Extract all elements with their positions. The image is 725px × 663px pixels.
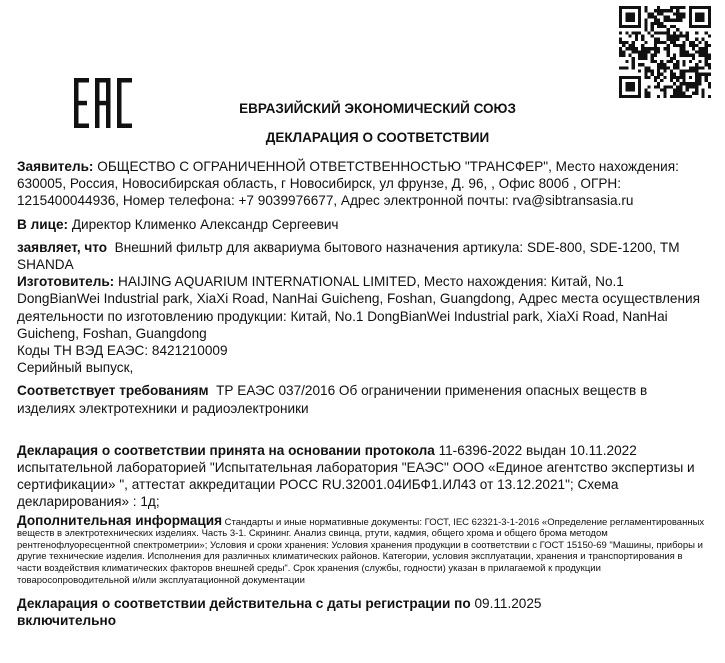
validity-suffix: включительно: [17, 613, 117, 629]
additional-block: [17, 512, 707, 587]
codes-line: Коды ТН ВЭД ЕАЭС: 8421210009: [17, 343, 228, 359]
applicant-text: ОБЩЕСТВО С ОГРАНИЧЕННОЙ ОТВЕТСТВЕННОСТЬЮ "ТРАНСФЕР", Место нахождения: 630005, Россия, Новосибирская область, г Новосибирск, ул фрунзе, Д. 96, , Офис 800б , ОГРН: 1215400044936, Номер телефона: +7 9039976677, Адрес электронной почты: rva@sibtransasia.ru: [17, 159, 679, 209]
declares-label: заявляет, что: [17, 239, 108, 255]
manufacturer-text: HAIJING AQUARIUM INTERNATIONAL LIMITED, Место нахождения: Китай, No.1 DongBianWei Industrial park, XiaXi Road, NanHai Guicheng, Foshan, Guangdong, Адрес места осуществления деятельности по изготовлению продукции: Китай, No.1 DongBianWei Industrial park, XiaXi Road, NanHai Guicheng, Foshan, Guangdong: [17, 274, 700, 341]
requirements-text: ТР ЕАЭС 037/2016 Об ограничении применения опасных веществ в изделиях электротехники и радиоэлектроники: [17, 383, 648, 416]
validity-label: Декларация о соответствии действительна с даты регистрации по: [17, 596, 471, 612]
serial-line: Серийный выпуск,: [17, 360, 134, 376]
manufacturer-label: Изготовитель:: [17, 274, 115, 290]
manufacturer-block: [17, 273, 707, 342]
additional-label: Дополнительная информация: [17, 512, 223, 528]
person-text: Директор Клименко Александр Сергеевич: [71, 216, 339, 232]
declares-text: Внешний фильтр для аквариума бытового назначения артикула: SDE-800, SDE-1200, ТМ SHANDA: [17, 239, 680, 273]
requirements-block: [17, 382, 707, 416]
declaration-body: [17, 158, 707, 630]
person-block: [17, 216, 707, 233]
basis-text: 11-6396-2022 выдан 10.11.2022 испытательной лабораторией "Испытательная лаборатория "ЕАЭС" ООО «Единое агентство экспертизы и сертификации» ", аттестат аккредитации РОСС RU.32001.04ИБФ1.ИЛ43 от 13.12.2021"; Схема декларирования» : 1д;: [17, 442, 695, 510]
additional-text: Стандарты и иные нормативные документы: ГОСТ, IEC 62321-3-1-2016 «Определение регламентированных веществ в электротехнических изделиях. Часть 3-1. Скрининг. Анализ свинца, ртути, кадмия, общего хрома и общего брома методом рентгенофлуоресцентной спектрометрии»; Условия и сроки хранения: Условия хранения продукции в соответствии с ГОСТ 15150-69 "Машины, приборы и другие технические изделия. Исполнения для различных климатических районов. Категории, условия эксплуатации, хранения и транспортирования в части воздействия климатических факторов внешней среды". Срок хранения (службы, годности) указан в прилагаемой к продукции товаросопроводительной и/или эксплуатационной документации: [17, 516, 705, 586]
applicant-block: [17, 158, 707, 210]
basis-block: [17, 442, 707, 511]
document-title: ДЕКЛАРАЦИЯ О СООТВЕТСТВИИ: [265, 130, 490, 145]
qr-code-icon: [619, 6, 711, 98]
declares-block: [17, 239, 707, 273]
union-heading: ЕВРАЗИЙСКИЙ ЭКОНОМИЧЕСКИЙ СОЮЗ: [239, 101, 516, 116]
basis-label: Декларация о соответствии принята на основании протокола: [17, 442, 435, 458]
validity-date: 09.11.2025: [474, 596, 542, 612]
validity-block: [17, 595, 707, 629]
applicant-label: Заявитель:: [17, 159, 94, 174]
requirements-label: Соответствует требованиям: [17, 383, 209, 399]
person-label: В лице:: [17, 216, 69, 232]
